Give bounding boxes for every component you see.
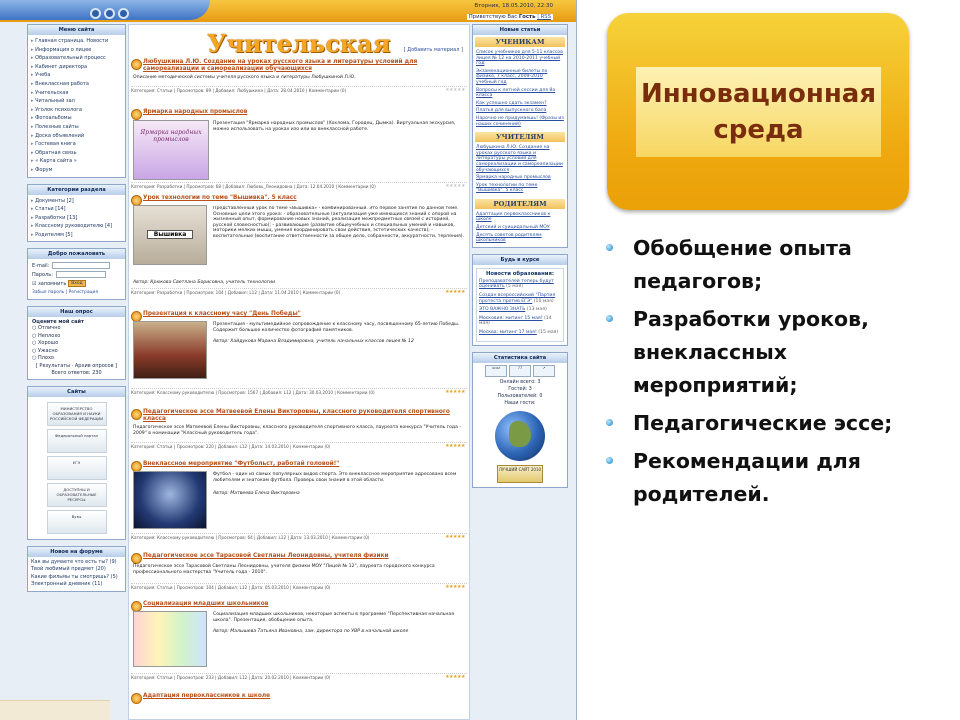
article-meta: Категория: Статьи | Просмотров: 89 | Добавил: Любушкина | Дата: 28.04.2010 | Комментарии (0) (131, 86, 467, 93)
menu-item[interactable]: ▸ Читальный зал (31, 97, 122, 106)
forum-list (28, 557, 125, 591)
current-date: Вторник, 18.05.2010, 22:30 (474, 3, 553, 9)
menu-item[interactable]: ▸ Главная страница. Новости (31, 37, 122, 46)
category-item[interactable]: ▸ Классному руководителю [4] (31, 222, 122, 231)
students-article-link[interactable]: Список учебников для 5-11 классов лицея № 12 на 2010-2011 учебный год (476, 50, 563, 67)
article-author: Автор: Малышева Татьяна Ивановна, зам. директора по УВР в начальной школе (213, 629, 409, 634)
students-article-link[interactable]: Нарочно не придумаешь! (Фразы из наших сочинений) (476, 115, 564, 127)
news-link[interactable]: Московия: митинг 15 мая! (479, 315, 543, 321)
category-item[interactable]: ▸ Родителям [5] (31, 231, 122, 240)
article-image (133, 611, 207, 667)
remember-checkbox[interactable]: ☑ (32, 280, 39, 287)
news-link[interactable]: ЭТО ВАЖНО ЗНАТЬ (479, 307, 526, 313)
students-article-link[interactable]: Вопросы к летней сессии для 8а класса (476, 87, 556, 99)
counter-badge[interactable]: ↗ (533, 365, 555, 377)
rating-stars[interactable]: ★★★★★ (445, 389, 465, 395)
menu-item[interactable]: ▸ Доска объявлений (31, 132, 122, 141)
article-text: Презентация - мультимедийное сопровождение к классному часу, посвященному 65-летию Победы. Содержит большое количество фотографий памятников. (213, 322, 460, 333)
poll-title: Наш опрос (28, 307, 125, 317)
new-articles-box (472, 24, 568, 248)
poll-links[interactable]: [ Результаты · Архив опросов ] (35, 362, 118, 369)
menu-item[interactable]: ▸ Учеба (31, 71, 122, 80)
article-meta: Категория: Статьи | Просмотров: 233 | Добавил: L12 | Дата: 20.02.2010 | Комментарии (0) (131, 673, 467, 680)
email-field[interactable] (52, 262, 110, 269)
our-guests-label: Наши гости: (504, 400, 536, 406)
rating-stars[interactable]: ★★★★★ (445, 289, 465, 295)
stats-box (472, 352, 568, 488)
remember-label: запомнить (38, 280, 67, 287)
category-item[interactable]: ▸ Документы [2] (31, 197, 122, 206)
news-date: (5 мая) (504, 284, 524, 290)
news-date: (14 мая) (479, 315, 552, 327)
teachers-heading: УЧИТЕЛЯМ (475, 132, 565, 142)
category-list (28, 195, 125, 242)
visitors-globe[interactable] (495, 411, 545, 461)
forum-topic[interactable]: Электронный дневник (11) (31, 581, 103, 588)
news-box-title: Будь в курсе (473, 255, 567, 265)
counter-badge[interactable]: 77 (509, 365, 531, 377)
news-date: (13 мая) (525, 307, 547, 313)
poll-option[interactable]: ○ Плохо (32, 355, 121, 363)
bullet-item: Обобщение опыта педагогов; (600, 232, 930, 298)
new-articles-title: Новые статьи (473, 25, 567, 35)
forgot-password-link[interactable]: Забыл пароль | Регистрация (32, 290, 99, 296)
article-meta: Категория: Статьи | Просмотров: 104 | Добавил: L12 | Дата: 05.03.2010 | Комментарии (0) (131, 583, 467, 590)
poll-question: Оцените мой сайт (32, 319, 84, 326)
news-link[interactable]: Создан всероссийский "Партия протеста против ЕГЭ" (479, 293, 556, 304)
site-badge-link[interactable]: ЕГЭ (47, 456, 107, 480)
article-4 (129, 311, 469, 403)
news-box (472, 254, 568, 346)
students-article-link[interactable]: Как успешно сдать экзамен? (476, 100, 547, 106)
poll-options (32, 325, 121, 363)
article-title[interactable]: Социализация младших школьников (131, 601, 461, 608)
article-meta: Категория: Разработки | Просмотров: 104 | Добавил: L12 | Дата: 11.04.2010 | Комментарии (0) (131, 288, 467, 295)
menu-item[interactable]: ▸ Образовательный процесс (31, 54, 122, 63)
parents-article-link[interactable]: Десять советов родителям школьников (476, 232, 542, 244)
article-meta: Категория: Разработки | Просмотров: 68 | Добавил: Любовь_Леонидовна | Дата: 12.04.2010 | Комментарии (0) (131, 182, 467, 189)
article-text: Педагогическое эссе Тарасовой Светланы Леонидовны, учителя физики МОУ "Лицей № 12", лауреата городского конкурса профессионального мастерства "Учитель года - 2010". (133, 564, 435, 575)
site-badges (28, 397, 125, 539)
users-count: Пользователей: 0 (497, 393, 543, 399)
rss-link[interactable]: | RSS (537, 14, 551, 20)
best-site-badge[interactable]: ЛУЧШИЙ САЙТ 2010 (497, 465, 543, 483)
article-title[interactable]: Педагогическое эссе Тарасовой Светланы Леонидовны, учителя физики (131, 553, 461, 560)
article-meta: Категория: Классному руководителю | Просмотров: 64 | Добавил: L12 | Дата: 13.03.2010 | Комментарии (0) (131, 533, 467, 540)
poll (28, 317, 125, 379)
parents-list (473, 211, 567, 247)
menu-item[interactable]: ▸ Обратная связь (31, 149, 122, 158)
site-badge-link[interactable]: Вузы (47, 510, 107, 534)
menu-item[interactable]: ▸ Форум (31, 166, 122, 175)
news-item[interactable] (479, 330, 561, 336)
news-item[interactable] (479, 316, 561, 327)
rating-stars[interactable]: ★★★★★ (445, 183, 465, 189)
info-bar (0, 0, 577, 22)
article-image (133, 205, 207, 265)
menu-item[interactable]: ▸ Внеклассная работа (31, 80, 122, 89)
welcome-prefix: Приветствую Вас (468, 14, 518, 20)
forum-title: Новое на форуме (28, 547, 125, 557)
news-date: (10 мая) (532, 298, 554, 304)
news-item[interactable] (479, 293, 561, 304)
bullet-item: Рекомендации для родителей. (600, 445, 930, 511)
online-total: Онлайн всего: 3 (499, 379, 541, 385)
article-5 (129, 409, 469, 457)
article-text: Презентация "Ярмарка народных промыслов" (Хохлома, Городец, Дымка). Виртуальная экскурсия, можно использовать на уроках изо или во внеклассной работе. (213, 121, 456, 132)
poll-total: Всего ответов: 230 (51, 369, 102, 376)
article-text: Футбол - один из самых популярных видов спорта. Это внеклассное мероприятие адресовано всем любителям и знатокам футбола. Проверь свои знания в этой области. (213, 472, 457, 483)
rating-stars[interactable]: ★★★★★ (445, 674, 465, 680)
site-menu-title: Меню сайта (28, 25, 125, 35)
teachers-list (473, 144, 567, 197)
site-badge-link[interactable]: Федеральный портал (47, 429, 107, 453)
news-link[interactable]: Преподавателей теперь будут оценивать (479, 278, 554, 290)
site-logo: Учительская (207, 29, 391, 58)
site-badge-link[interactable]: ДОСТУПНЫ И ОБРАЗОВАТЕЛЬНЫЕ РЕСУРСЫ (47, 483, 107, 507)
category-title: Категории раздела (28, 185, 125, 195)
teachers-article-link[interactable]: Урок технологии по теме "Вышивка". 5 класс (476, 182, 538, 194)
bullet-item: Педагогические эссе; (600, 407, 930, 440)
parents-heading: РОДИТЕЛЯМ (475, 199, 565, 209)
news-heading: Новости образования: (485, 270, 555, 277)
rating-stars[interactable]: ★★★★★ (445, 534, 465, 540)
teachers-article-link[interactable]: Любушкина Л.Ю. Создание на уроках русского языка и литературы условий для самореализации и самореализации обучающихся (476, 145, 563, 173)
rating-stars[interactable]: ★★★★★ (445, 87, 465, 93)
rating-stars[interactable]: ★★★★★ (445, 443, 465, 449)
poll-option[interactable]: ○ Ужасно (32, 348, 121, 356)
article-title[interactable]: Презентация к классному часу "День Победы" (131, 311, 461, 318)
news-list (479, 279, 561, 336)
sites-box (27, 386, 126, 540)
students-article-link[interactable]: Платья для выпускного бала (476, 108, 547, 114)
article-image (133, 120, 209, 180)
category-item[interactable]: ▸ Статьи [14] (31, 205, 122, 214)
article-meta: Категория: Классному руководителю | Просмотров: 1567 | Добавил: L12 | Дата: 30.03.2010 | Комментарии (0) (131, 388, 467, 395)
menu-item[interactable]: ▸ Учительская (31, 89, 122, 98)
teachers-article-link[interactable]: Ярмарка народных промыслов (476, 175, 551, 181)
menu-item[interactable]: ▸ Информация о лицее (31, 46, 122, 55)
bullet-item: Разработки уроков, внеклассных мероприятий; (600, 303, 930, 402)
article-author: Автор: Крюкова Светлана Борисовна, учитель технологии (133, 280, 276, 285)
forum-topic[interactable]: Какие фильмы ты смотришь? (5) (31, 573, 118, 580)
login-form (28, 259, 125, 299)
menu-item[interactable]: ▸ Кабинет директора (31, 63, 122, 72)
main-content (128, 24, 470, 720)
password-field[interactable] (56, 271, 106, 278)
image-caption: Вышивка (147, 230, 193, 239)
site-menu-list (28, 35, 125, 177)
rating-stars[interactable]: ★★★★★ (445, 584, 465, 590)
menu-item[interactable]: ▸ Фотоальбомы (31, 114, 122, 123)
article-author: Автор: Матвеева Елена Викторовна (213, 491, 300, 496)
forum-topic[interactable]: Как вы думаете что есть ты? (9) (31, 558, 117, 565)
add-material-link[interactable]: [ Добавить материал ] (403, 47, 463, 53)
article-author: Автор: Хайдукова Марина Владимировна, учитель начальных классов лицея № 12 (213, 339, 414, 344)
article-3 (129, 195, 469, 305)
article-title[interactable]: Ярмарка народных промыслов (131, 109, 461, 116)
slide-title: Инновационная среда (640, 79, 877, 145)
news-item[interactable] (479, 279, 561, 290)
students-list (473, 49, 567, 130)
article-text: Педагогическое эссе Матвеевой Елены Викторовны, классного руководителя спортивного класса, лауреата конкурса "Учитель года - 2009" в номинации "Классный руководитель года". (133, 425, 462, 436)
article-2 (129, 109, 469, 189)
login-title: Добро пожаловать (28, 249, 125, 259)
article-title[interactable]: Урок технологии по теме "Вышивка". 5 класс (131, 195, 461, 202)
counter-badge[interactable]: ucoz (485, 365, 507, 377)
bullet-list (600, 232, 930, 516)
news-link[interactable]: Москва: митинг 17 мая! (479, 330, 537, 335)
site-menu (27, 24, 126, 178)
education-news (476, 268, 564, 342)
article-8 (129, 601, 469, 687)
forum-box (27, 546, 126, 592)
category-box (27, 184, 126, 243)
menu-item[interactable]: ▸ Полезные сайты (31, 123, 122, 132)
forum-topic[interactable]: Твой любимый предмет (20) (31, 566, 106, 573)
article-image (133, 471, 207, 529)
category-item[interactable]: ▸ Разработки [13] (31, 214, 122, 223)
menu-item[interactable]: ▸ Уголок психолога (31, 106, 122, 115)
poll-option[interactable]: ○ Отлично (32, 325, 121, 333)
menu-item[interactable]: ▸ « Карта сайта » (31, 157, 122, 166)
guests-count: Гостей: 3 (508, 386, 532, 392)
article-meta: Категория: Статьи | Просмотров: 220 | Добавил: L12 | Дата: 14.03.2010 | Комментарии (0) (131, 442, 467, 449)
site-badge-link[interactable]: МИНИСТЕРСТВО ОБРАЗОВАНИЯ И НАУКИ РОССИЙСКОЙ ФЕДЕРАЦИИ (47, 402, 107, 426)
guest-label: Гость (518, 14, 536, 20)
article-title[interactable]: Педагогическое эссе Матвеевой Елены Викторовны, классного руководителя спортивного класса (131, 409, 461, 422)
students-article-link[interactable]: Экзаменационные билеты по физике, 7 класс, 2009-2010 учебный год (476, 68, 548, 85)
article-6 (129, 461, 469, 545)
parents-article-link[interactable]: Адаптация первоклассников к школе (476, 211, 551, 223)
article-title[interactable]: Внеклассное мероприятие "Футбольст, работай головой!" (131, 461, 461, 468)
parents-article-link[interactable]: Детский и суицидальный МОУ (476, 225, 550, 231)
menu-item[interactable]: ▸ Гостевая книга (31, 140, 122, 149)
counters (473, 363, 567, 379)
students-heading: УЧЕНИКАМ (475, 37, 565, 47)
login-box (27, 248, 126, 300)
email-label: E-mail: (32, 262, 50, 269)
news-date: (15 мая) (536, 330, 559, 335)
stats-title: Статистика сайта (473, 353, 567, 363)
news-item[interactable] (479, 307, 561, 313)
article-title[interactable]: Адаптация первоклассников к школе (131, 693, 461, 700)
article-7 (129, 553, 469, 599)
poll-option[interactable]: ○ Неплохо (32, 333, 121, 341)
article-text: Социализация младших школьников, некоторые аспекты в программе "Перспективная начальная школа". Презентация, обобщение опыта. (213, 612, 454, 623)
article-text: Описание методической системы учителя русского языка и литературы Любушкиной Л.Ю. (133, 75, 356, 80)
image-caption: Ярмарка народных промыслов (140, 129, 202, 143)
sites-title: Сайты (28, 387, 125, 397)
article-9 (129, 693, 469, 713)
title-panel (636, 67, 881, 157)
left-column (27, 24, 126, 598)
poll-box (27, 306, 126, 380)
login-button[interactable]: Вход (68, 280, 85, 287)
poll-option[interactable]: ○ Хорошо (32, 340, 121, 348)
password-label: Пароль: (32, 271, 53, 278)
article-text: Представленный урок по теме «Вышивка» - комбинированный. Это первое занятие по данной теме. Основные цели этого урока: - образовательные (актуализация уже имеющихся знаний с опорой на жизненный опыт, формирование новых знаний, реализация межпредметных связей с историей, русской словесностью); - развивающие (развитие общеучебных и специальных умений и навыков, моторики мелких мышц, умения координировать свои действия, эстетических качеств); - воспитательные (воспитание ответственности за общее дело, собранности, аккуратности, терпения). (213, 206, 465, 239)
article-image (133, 321, 207, 379)
welcome-text (467, 14, 553, 20)
right-column (472, 24, 568, 494)
article-title[interactable]: Любушкина Л.Ю. Создание на уроках русского языка и литературы условий для самореализации и самореализации обучающихся (131, 59, 461, 72)
page-corner (0, 700, 110, 720)
